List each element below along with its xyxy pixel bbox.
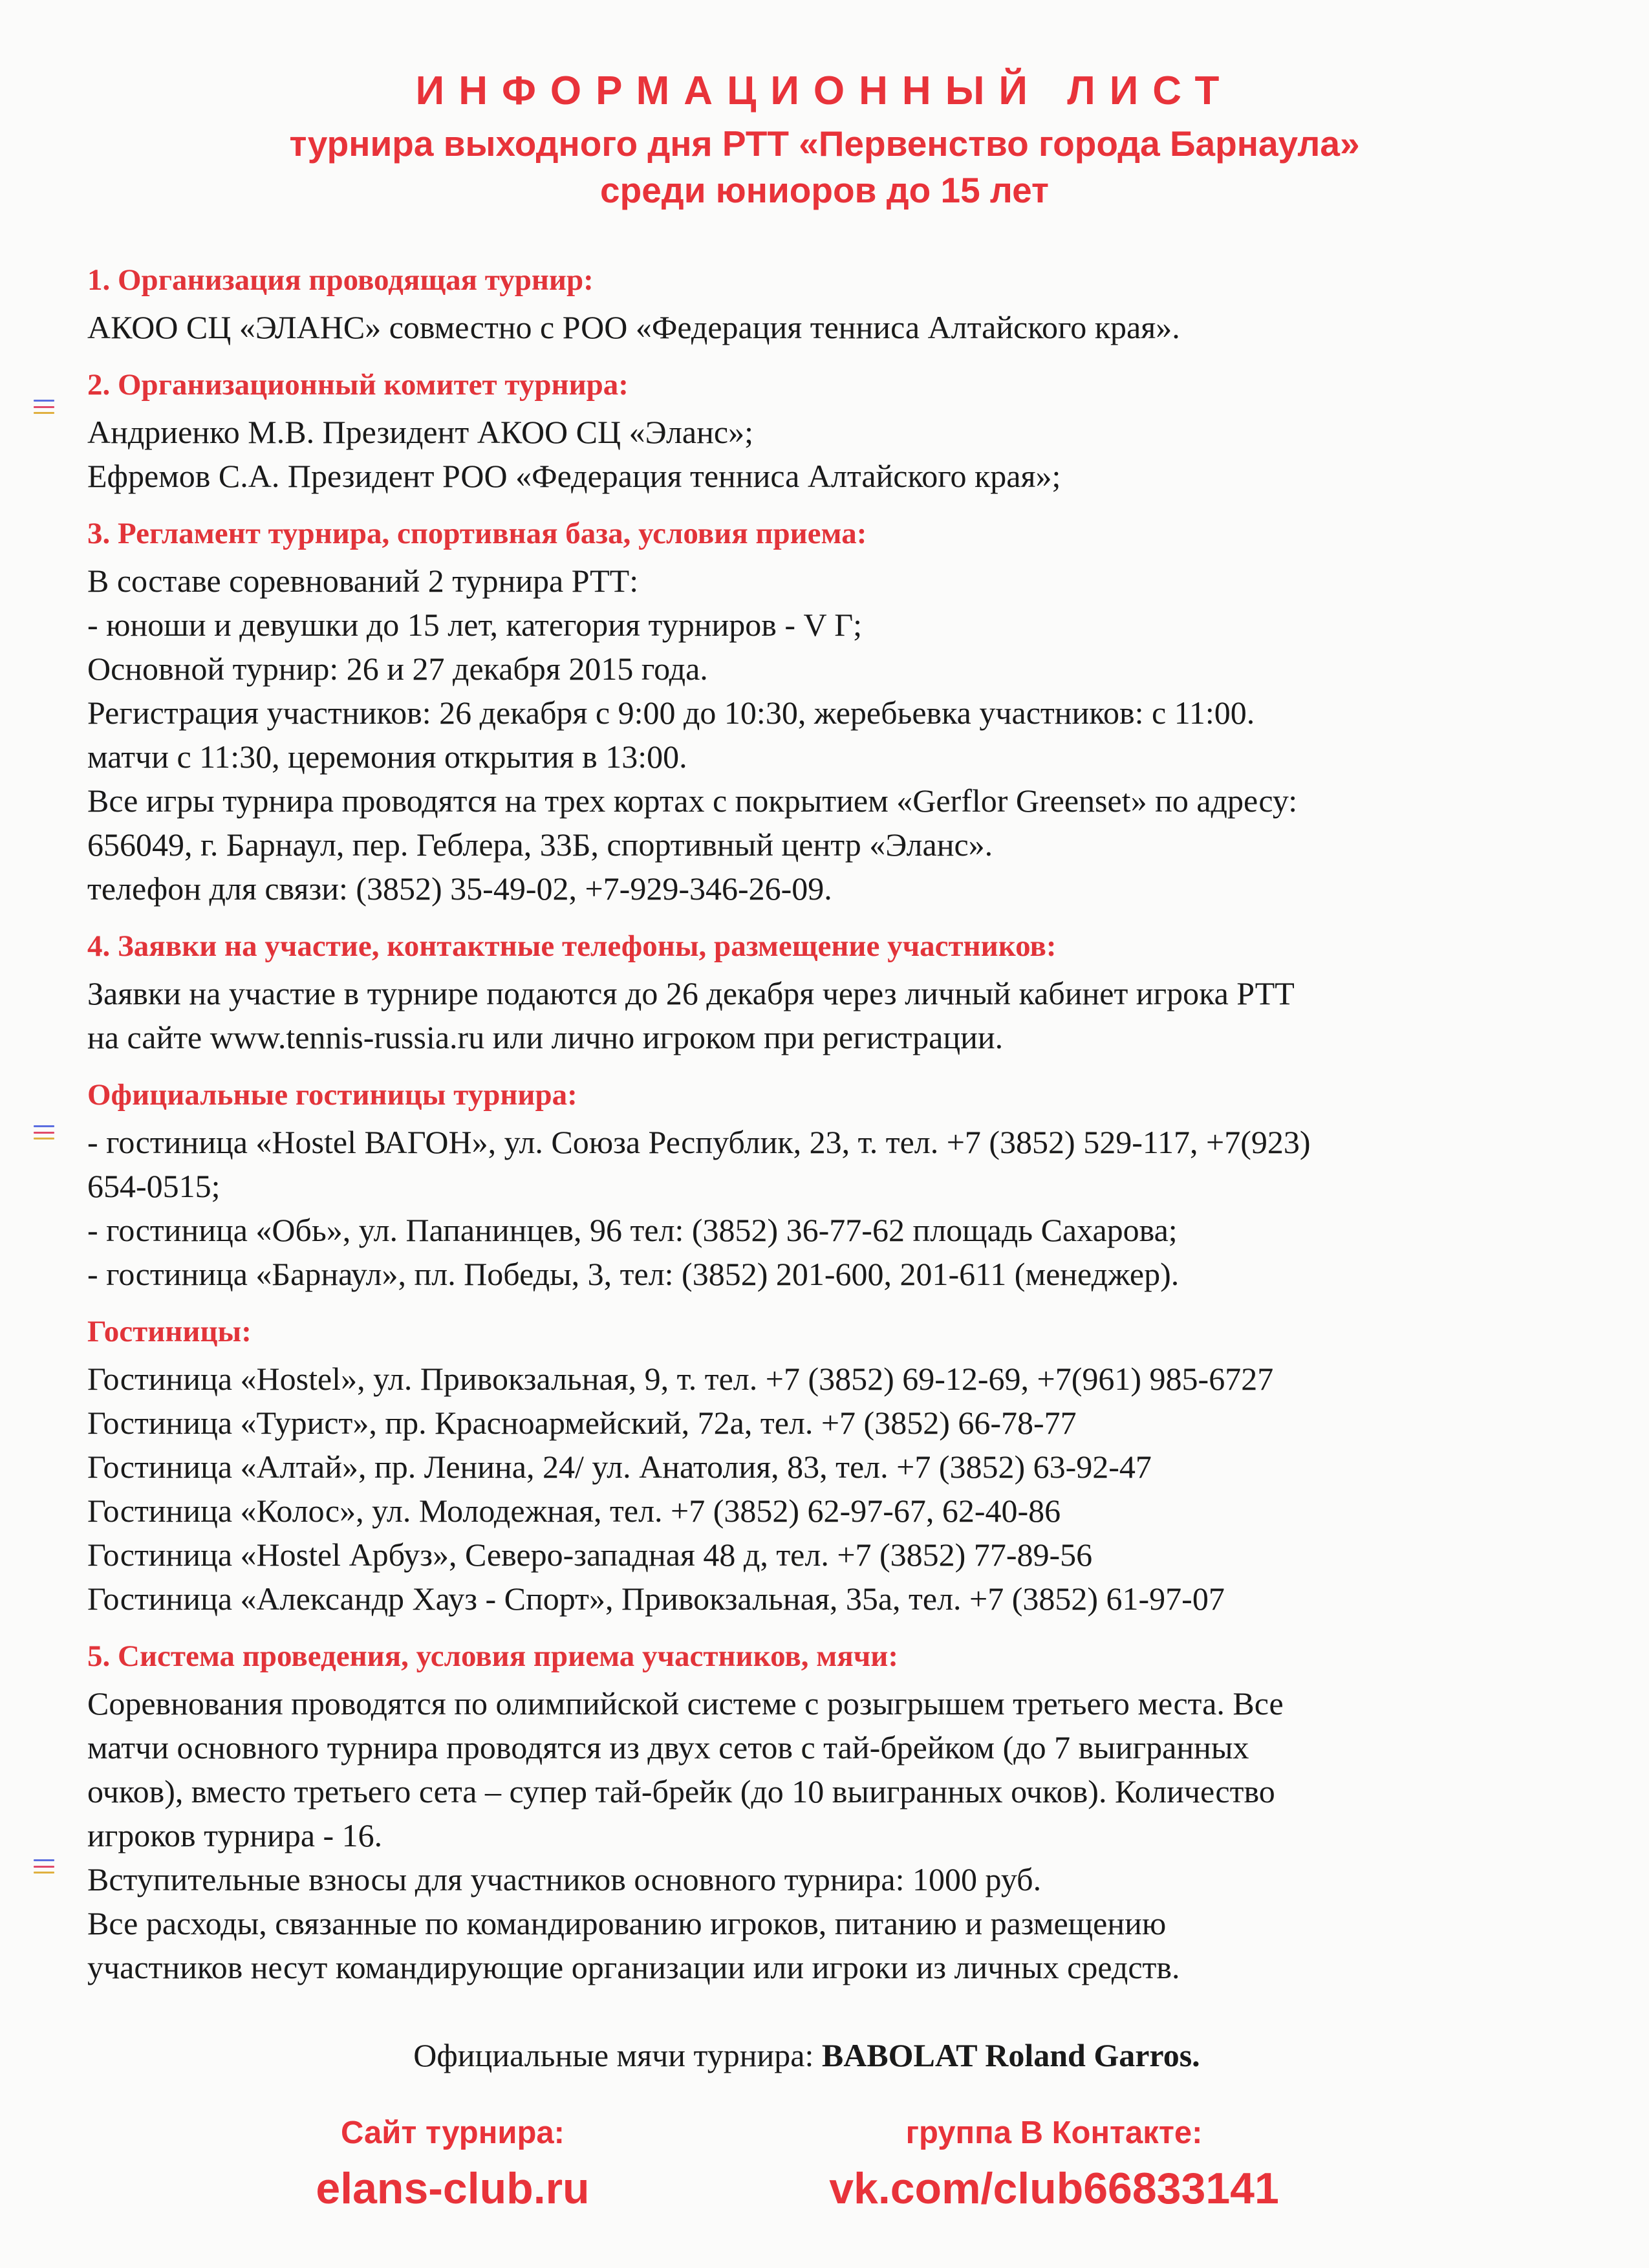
section-lines (87, 559, 1575, 911)
text-line: Заявки на участие в турнире подаются до 26 декабря через личный кабинет игрока РТТ (87, 975, 1295, 1011)
text-line: участников несут командирующие организации или игроки из личных средств. (87, 1949, 1180, 1985)
section-title: 4. Заявки на участие, контактные телефоны, размещение участников: (87, 929, 1057, 963)
text-line: Гостиница «Турист», пр. Красноармейский, 72а, тел. +7 (3852) 66-78-77 (87, 1405, 1077, 1441)
text-line: Гостиница «Алтай», пр. Ленина, 24/ ул. Анатолия, 83, тел. +7 (3852) 63-92-47 (87, 1449, 1152, 1485)
text-line: матчи с 11:30, церемония открытия в 13:00. (87, 739, 687, 775)
scan-mark (34, 1125, 54, 1139)
text-line: - гостиница «Hostel ВАГОН», ул. Союза Республик, 23, т. тел. +7 (3852) 529-117, +7(923) (87, 1124, 1311, 1160)
section-title: 5. Система проведения, условия приема участников, мячи: (87, 1639, 898, 1673)
text-line: - юноши и девушки до 15 лет, категория турниров - V Г; (87, 607, 862, 643)
official-balls-brand: BABOLAT Roland Garros. (821, 2037, 1200, 2073)
scan-mark (34, 400, 54, 414)
text-line: Основной турнир: 26 и 27 декабря 2015 года. (87, 651, 708, 687)
text-line: Андриенко М.В. Президент АКОО СЦ «Эланс»; (87, 414, 753, 450)
text-line: Регистрация участников: 26 декабря с 9:00 до 10:30, жеребьевка участников: с 11:00. (87, 695, 1255, 731)
text-line: игроков турнира - 16. (87, 1817, 383, 1853)
section-title: 3. Регламент турнира, спортивная база, условия приема: (87, 517, 867, 550)
text-line: Все расходы, связанные по командированию игроков, питанию и размещению (87, 1905, 1167, 1941)
text-line: АКОО СЦ «ЭЛАНС» совместно с РОО «Федерация тенниса Алтайского края». (87, 309, 1180, 345)
text-line: на сайте www.tennis-russia.ru или лично игроком при регистрации. (87, 1019, 1004, 1055)
text-line: Гостиница «Hostel», ул. Привокзальная, 9, т. тел. +7 (3852) 69-12-69, +7(961) 985-6727 (87, 1361, 1274, 1397)
section-lines (87, 1681, 1575, 1989)
text-line: телефон для связи: (3852) 35-49-02, +7-929-346-26-09. (87, 870, 832, 907)
section-committee (87, 363, 1575, 498)
section-lines (87, 971, 1575, 1059)
section-system (87, 1635, 1575, 2121)
section-regulations (87, 512, 1575, 911)
section-title: Гостиницы: (87, 1315, 252, 1348)
text-line: Соревнования проводятся по олимпийской системе с розыгрышем третьего места. Все (87, 1685, 1284, 1722)
text-line: матчи основного турнира проводятся из двух сетов с тай-брейком (до 7 выигранных (87, 1729, 1249, 1766)
document-subtitle: турнира выходного дня РТТ «Первенство города Барнаула» (289, 124, 1360, 164)
section-lines (87, 1120, 1575, 1296)
section-applications (87, 925, 1575, 1059)
text-line: В составе соревнований 2 турнира РТТ: (87, 563, 639, 599)
text-line: - гостиница «Обь», ул. Папанинцев, 96 тел: (3852) 36-77-62 площадь Сахарова; (87, 1212, 1178, 1248)
text-line: 654-0515; (87, 1168, 221, 1204)
text-line: Гостиница «Hostel Арбуз», Северо-западная 48 д, тел. +7 (3852) 77-89-56 (87, 1537, 1093, 1573)
official-balls-line (87, 1989, 1575, 2121)
vk-link[interactable]: vk.com/club66833141 (829, 2164, 1279, 2213)
vk-label: группа В Контакте: (905, 2115, 1203, 2150)
official-balls-label: Официальные мячи турнира: (413, 2037, 822, 2073)
scan-mark (34, 1859, 54, 1874)
document-title: ИНФОРМАЦИОННЫЙ ЛИСТ (415, 69, 1234, 113)
section-organizer (87, 259, 1575, 349)
section-title: Официальные гостиницы турнира: (87, 1078, 577, 1112)
text-line: Все игры турнира проводятся на трех кортах с покрытием «Gerflor Greenset» по адресу: (87, 783, 1298, 819)
section-hotels (87, 1310, 1575, 1621)
site-link[interactable]: elans-club.ru (316, 2164, 590, 2213)
section-title: 1. Организация проводящая турнир: (87, 263, 594, 297)
text-line: Вступительные взносы для участников основного турнира: 1000 руб. (87, 1861, 1042, 1897)
site-label: Сайт турнира: (341, 2115, 565, 2150)
section-official-hotels (87, 1074, 1575, 1296)
document-subtitle-age: среди юниоров до 15 лет (600, 170, 1049, 210)
section-lines (87, 1357, 1575, 1621)
text-line: Ефремов С.А. Президент РОО «Федерация тенниса Алтайского края»; (87, 458, 1061, 494)
text-line: Гостиница «Александр Хауз - Спорт», Привокзальная, 35а, тел. +7 (3852) 61-97-07 (87, 1581, 1225, 1617)
section-title: 2. Организационный комитет турнира: (87, 368, 629, 402)
text-line: 656049, г. Барнаул, пер. Геблера, 33Б, спортивный центр «Эланс». (87, 826, 993, 863)
text-line: Гостиница «Колос», ул. Молодежная, тел. +7 (3852) 62-97-67, 62-40-86 (87, 1493, 1061, 1529)
section-lines (87, 410, 1575, 498)
text-line: очков), вместо третьего сета – супер тай-брейк (до 10 выигранных очков). Количество (87, 1773, 1275, 1809)
section-lines (87, 305, 1575, 349)
document-body (87, 259, 1575, 2135)
text-line: - гостиница «Барнаул», пл. Победы, 3, тел: (3852) 201-600, 201-611 (менеджер). (87, 1256, 1180, 1292)
